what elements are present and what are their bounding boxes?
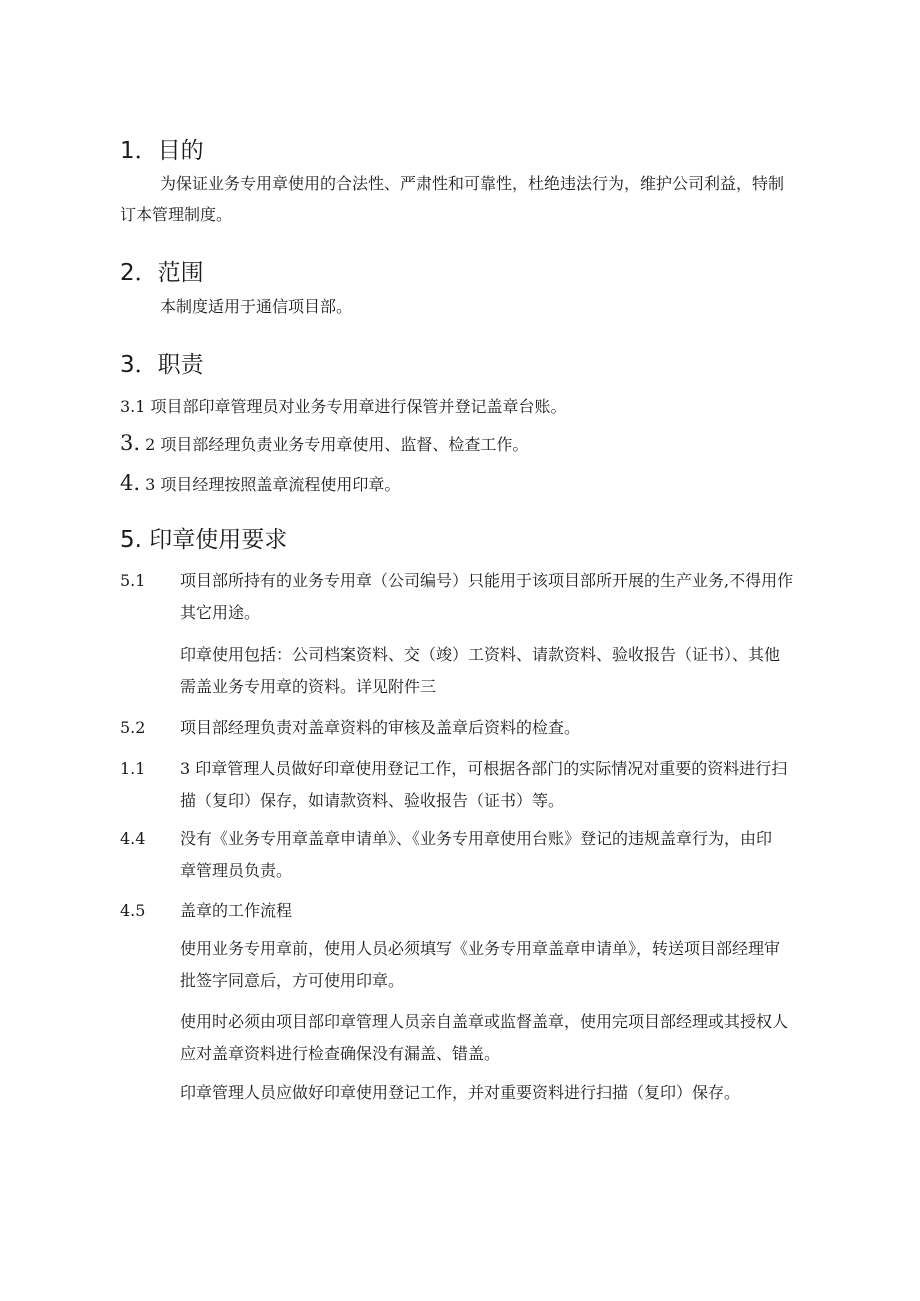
paragraph-workflow-1-line-1: 使用业务专用章前，使用人员必须填写《业务专用章盖章申请单》，转送项目部经理审	[180, 939, 781, 958]
section-1-heading: 1．目的	[120, 138, 204, 164]
item-5-2-label: 5.2	[120, 718, 146, 737]
item-5-1-line-1: 项目部所持有的业务专用章（公司编号）只能用于该项目部所开展的生产业务,不得用作	[180, 571, 794, 590]
item-1-1-label: 1.1	[120, 759, 146, 778]
section-3-item-2-text: 2 项目部经理负责业务专用章使用、监督、检查工作。	[140, 435, 529, 454]
section-3-item-3	[120, 471, 400, 497]
paragraph-workflow-2-line-2: 应对盖章资料进行检查确保没有漏盖、错盖。	[180, 1044, 501, 1063]
item-4-4-line-2: 章管理员负责。	[180, 861, 293, 880]
item-4-5-line-1: 盖章的工作流程	[180, 901, 293, 920]
section-3-item-3-number: 4.	[120, 471, 141, 495]
section-1-text-line-1: 为保证业务专用章使用的合法性、严肃性和可靠性，杜绝违法行为，维护公司利益，特制	[160, 174, 785, 193]
paragraph-workflow-2-line-1: 使用时必须由项目部印章管理人员亲自盖章或监督盖章，使用完项目部经理或其授权人	[180, 1012, 789, 1031]
section-3-item-1: 3.1 项目部印章管理员对业务专用章进行保管并登记盖章台账。	[120, 397, 567, 416]
item-4-4-label: 4.4	[120, 829, 146, 848]
item-4-5-label: 4.5	[120, 901, 146, 920]
item-4-4-line-1: 没有《业务专用章盖章申请单》、《业务专用章使用台账》登记的违规盖章行为，由印	[180, 829, 773, 848]
section-5-heading: 5. 印章使用要求	[120, 527, 288, 553]
item-1-1-line-2: 描（复印）保存，如请款资料、验收报告（证书）等。	[180, 791, 565, 810]
section-2-text: 本制度适用于通信项目部。	[160, 297, 353, 316]
item-5-2-line-1: 项目部经理负责对盖章资料的审核及盖章后资料的检查。	[180, 718, 581, 737]
section-2-heading: 2．范围	[120, 260, 204, 286]
section-3-item-3-text: 3 项目经理按照盖章流程使用印章。	[140, 475, 401, 494]
section-3-item-2-number: 3.	[120, 431, 141, 455]
item-5-1-line-2: 其它用途。	[180, 603, 261, 622]
section-1-text-line-2: 订本管理制度。	[120, 205, 233, 224]
section-3-item-2	[120, 431, 528, 457]
item-1-1-line-1: 3 印章管理人员做好印章使用登记工作，可根据各部门的实际情况对重要的资料进行扫	[180, 759, 788, 778]
section-3-heading: 3．职责	[120, 352, 204, 378]
paragraph-workflow-1-line-2: 批签字同意后，方可使用印章。	[180, 971, 405, 990]
paragraph-seal-usage-line-1: 印章使用包括：公司档案资料、交（竣）工资料、请款资料、验收报告（证书）、其他	[180, 645, 781, 664]
item-5-1-label: 5.1	[120, 571, 146, 590]
paragraph-workflow-3-line-1: 印章管理人员应做好印章使用登记工作，并对重要资料进行扫描（复印）保存。	[180, 1083, 741, 1102]
paragraph-seal-usage-line-2: 需盖业务专用章的资料。详见附件三	[180, 677, 437, 696]
